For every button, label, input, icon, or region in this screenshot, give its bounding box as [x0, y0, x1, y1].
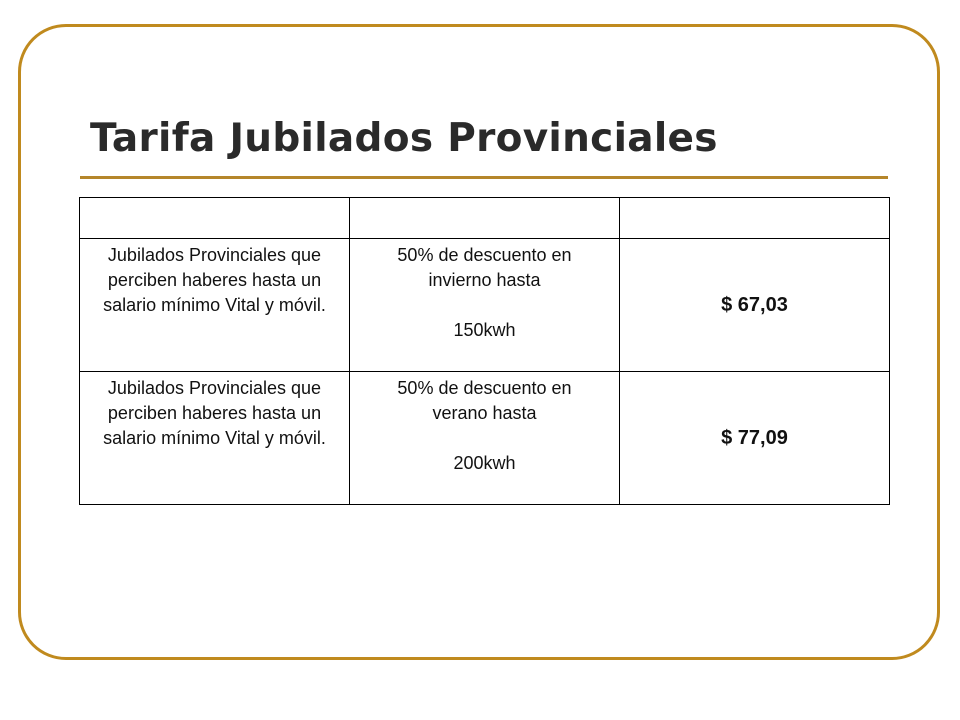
discount-cell — [350, 372, 620, 505]
beneficiary-cell: Jubilados Provinciales que perciben haberes hasta un salario mínimo Vital y móvil. — [80, 239, 350, 372]
table-header-cell — [350, 198, 620, 239]
price-cell: $ 67,03 — [620, 239, 890, 372]
price-cell: $ 77,09 — [620, 372, 890, 505]
table-row — [80, 372, 890, 505]
table-row — [80, 239, 890, 372]
table-header-cell — [80, 198, 350, 239]
spacer — [356, 293, 613, 318]
discount-text-line: verano hasta — [432, 403, 537, 423]
title-divider — [80, 176, 888, 179]
table-header-row — [80, 198, 890, 239]
discount-limit: 150kwh — [453, 320, 516, 340]
discount-text-line: invierno hasta — [428, 270, 541, 290]
discount-text-line: 50% de descuento en — [397, 378, 572, 398]
discount-limit: 200kwh — [453, 453, 516, 473]
slide-title: Tarifa Jubilados Provinciales — [90, 116, 718, 161]
table-header-cell — [620, 198, 890, 239]
beneficiary-cell: Jubilados Provinciales que perciben haberes hasta un salario mínimo Vital y móvil. — [80, 372, 350, 505]
tariff-table — [79, 197, 890, 505]
discount-cell — [350, 239, 620, 372]
spacer — [356, 426, 613, 451]
discount-text-line: 50% de descuento en — [397, 245, 572, 265]
